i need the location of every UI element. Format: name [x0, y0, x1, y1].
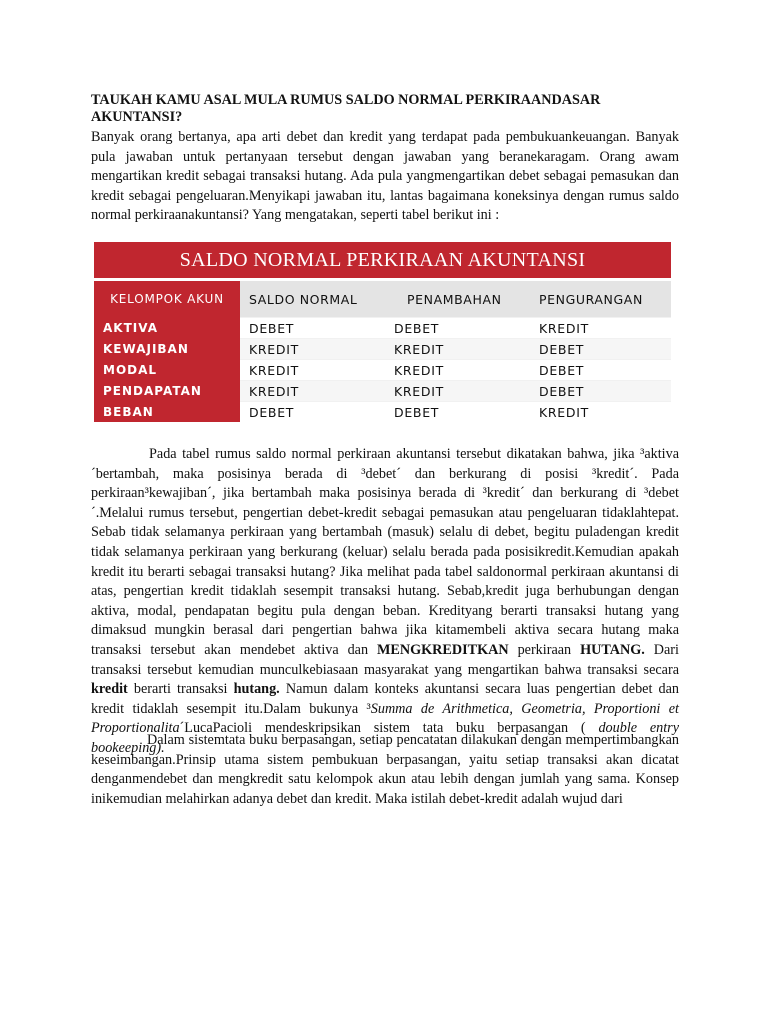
body-text: Pada tabel rumus saldo normal perkiraan akuntansi tersebut dikatakan bahwa, jika ³aktiva´bertambah, maka posisinya berada di ³debet´ dan berkurang di posisi ³kredit´. Pada perkiraan³kewajiban´, jika bertambah maka posisinya berada di ³kredit´ dan berkurang di ³debet´.Melalui rumus tersebut, pengertian debet-kredit sebagai pemasukan atau pengeluaran tidaklahtepat. Sebab tidak selamanya perkiraan yang bertambah (masuk) selalu di debet, begitu puladengan kredit tidak selamanya perkiraan yang berkurang (keluar) selalu berada pada posisikredit.Kemudian apakah kredit itu berarti sebagai transaksi hutang? Jika melihat pada tabel saldonormal perkiraan akuntansi di atas, pengertian kredit tidaklah sesempit transaksi hutang. Sebab,kredit juga berhubungan dengan aktiva, modal, pendapatan begitu pula dengan beban. Kredityang berarti transaksi hutang yang dimaksud mungkin berasal dari pengertian bahwa jika kitamembeli aktiva secara hutang maka transaksi tersebut akan mendebet aktiva dan	[91, 446, 679, 658]
cell-penambahan: DEBET	[385, 318, 530, 339]
row-account: AKTIVA	[94, 318, 240, 339]
table-title: SALDO NORMAL PERKIRAAN AKUNTANSI	[94, 242, 671, 280]
body-text: perkiraan	[508, 641, 581, 658]
article-heading: TAUKAH KAMU ASAL MULA RUMUS SALDO NORMAL PERKIRAANDASAR AKUNTANSI?	[91, 92, 601, 125]
intro-paragraph: Banyak orang bertanya, apa arti debet dan kredit yang terdapat pada pembukuankeuangan. Banyak pula jawaban untuk pertanyaan tersebut dengan jawaban yang beranekaragam. Orang awam mengartikan kredit sebagai transaksi hutang. Ada pula yangmengartikan debet sebagai pemasukan dan kredit sebagai pengeluaran.Menyikapi jawaban itu, lantas bagaimana koneksinya dengan rumus saldo normal perkiraanakuntansi? Yang mengatakan, seperti tabel berikut ini :	[91, 129, 679, 224]
cell-saldo-normal: DEBET	[240, 402, 385, 423]
table-title-row	[94, 242, 671, 280]
header-saldo-normal: SALDO NORMAL	[240, 280, 385, 318]
cell-pengurangan: DEBET	[530, 339, 671, 360]
header-kelompok-akun: KELOMPOK AKUN	[94, 280, 240, 318]
table-header-row	[94, 280, 671, 318]
bold-term-hutang: hutang.	[233, 681, 280, 698]
italic-term: double entry bookeeping).	[91, 720, 679, 756]
table-row	[94, 339, 671, 360]
cell-penambahan: KREDIT	[385, 360, 530, 381]
row-account: PENDAPATAN	[94, 381, 240, 402]
row-account: MODAL	[94, 360, 240, 381]
cell-penambahan: DEBET	[385, 402, 530, 423]
bold-term-kredit: kredit	[91, 681, 128, 698]
cell-penambahan: KREDIT	[385, 381, 530, 402]
bold-term-hutang: HUTANG.	[580, 641, 645, 658]
table-row	[94, 381, 671, 402]
body-text: ´LucaPacioli mendeskripsikan sistem tata buku berpasangan (	[179, 720, 599, 737]
row-account: BEBAN	[94, 402, 240, 423]
book-title: Summa de Arithmetica, Geometria, Proportioni et Proportionalita	[91, 700, 679, 737]
cell-pengurangan: KREDIT	[530, 318, 671, 339]
cell-penambahan: KREDIT	[385, 339, 530, 360]
closing-paragraph	[91, 731, 679, 809]
cell-saldo-normal: KREDIT	[240, 360, 385, 381]
cell-saldo-normal: DEBET	[240, 318, 385, 339]
table-row	[94, 402, 671, 423]
cell-pengurangan: KREDIT	[530, 402, 671, 423]
body-text: berarti transaksi	[127, 681, 234, 698]
body-text: Dari transaksi tersebut kemudian munculkebiasaan masyarakat yang mengartikan bahwa transaksi secara	[91, 641, 679, 678]
cell-pengurangan: DEBET	[530, 360, 671, 381]
saldo-normal-table	[94, 242, 671, 422]
cell-saldo-normal: KREDIT	[240, 339, 385, 360]
body-text: Dalam sistemtata buku berpasangan, setiap pencatatan dilakukan dengan mempertimbangkan keseimbangan.Prinsip utama sistem pembukuan berpasangan, yaitu setiap transaksi akan dicatat denganmendebet dan mengkredit satu kelompok akun atau lebih dengan jumlah yang sama. Konsep inikemudian melahirkan adanya debet dan kredit. Maka istilah debet-kredit adalah wujud dari	[91, 732, 679, 807]
header-penambahan: PENAMBAHAN	[385, 280, 530, 318]
explanation-paragraph	[91, 445, 679, 759]
cell-pengurangan: DEBET	[530, 381, 671, 402]
table-row	[94, 318, 671, 339]
bold-term-mengkreditkan: MENGKREDITKAN	[377, 641, 509, 658]
cell-saldo-normal: KREDIT	[240, 381, 385, 402]
table-row	[94, 360, 671, 381]
row-account: KEWAJIBAN	[94, 339, 240, 360]
body-text: Namun dalam konteks akuntansi secara luas pengertian debet dan kredit tidaklah sesempit itu.Dalam bukunya ³	[91, 681, 680, 717]
header-pengurangan: PENGURANGAN	[530, 280, 671, 318]
